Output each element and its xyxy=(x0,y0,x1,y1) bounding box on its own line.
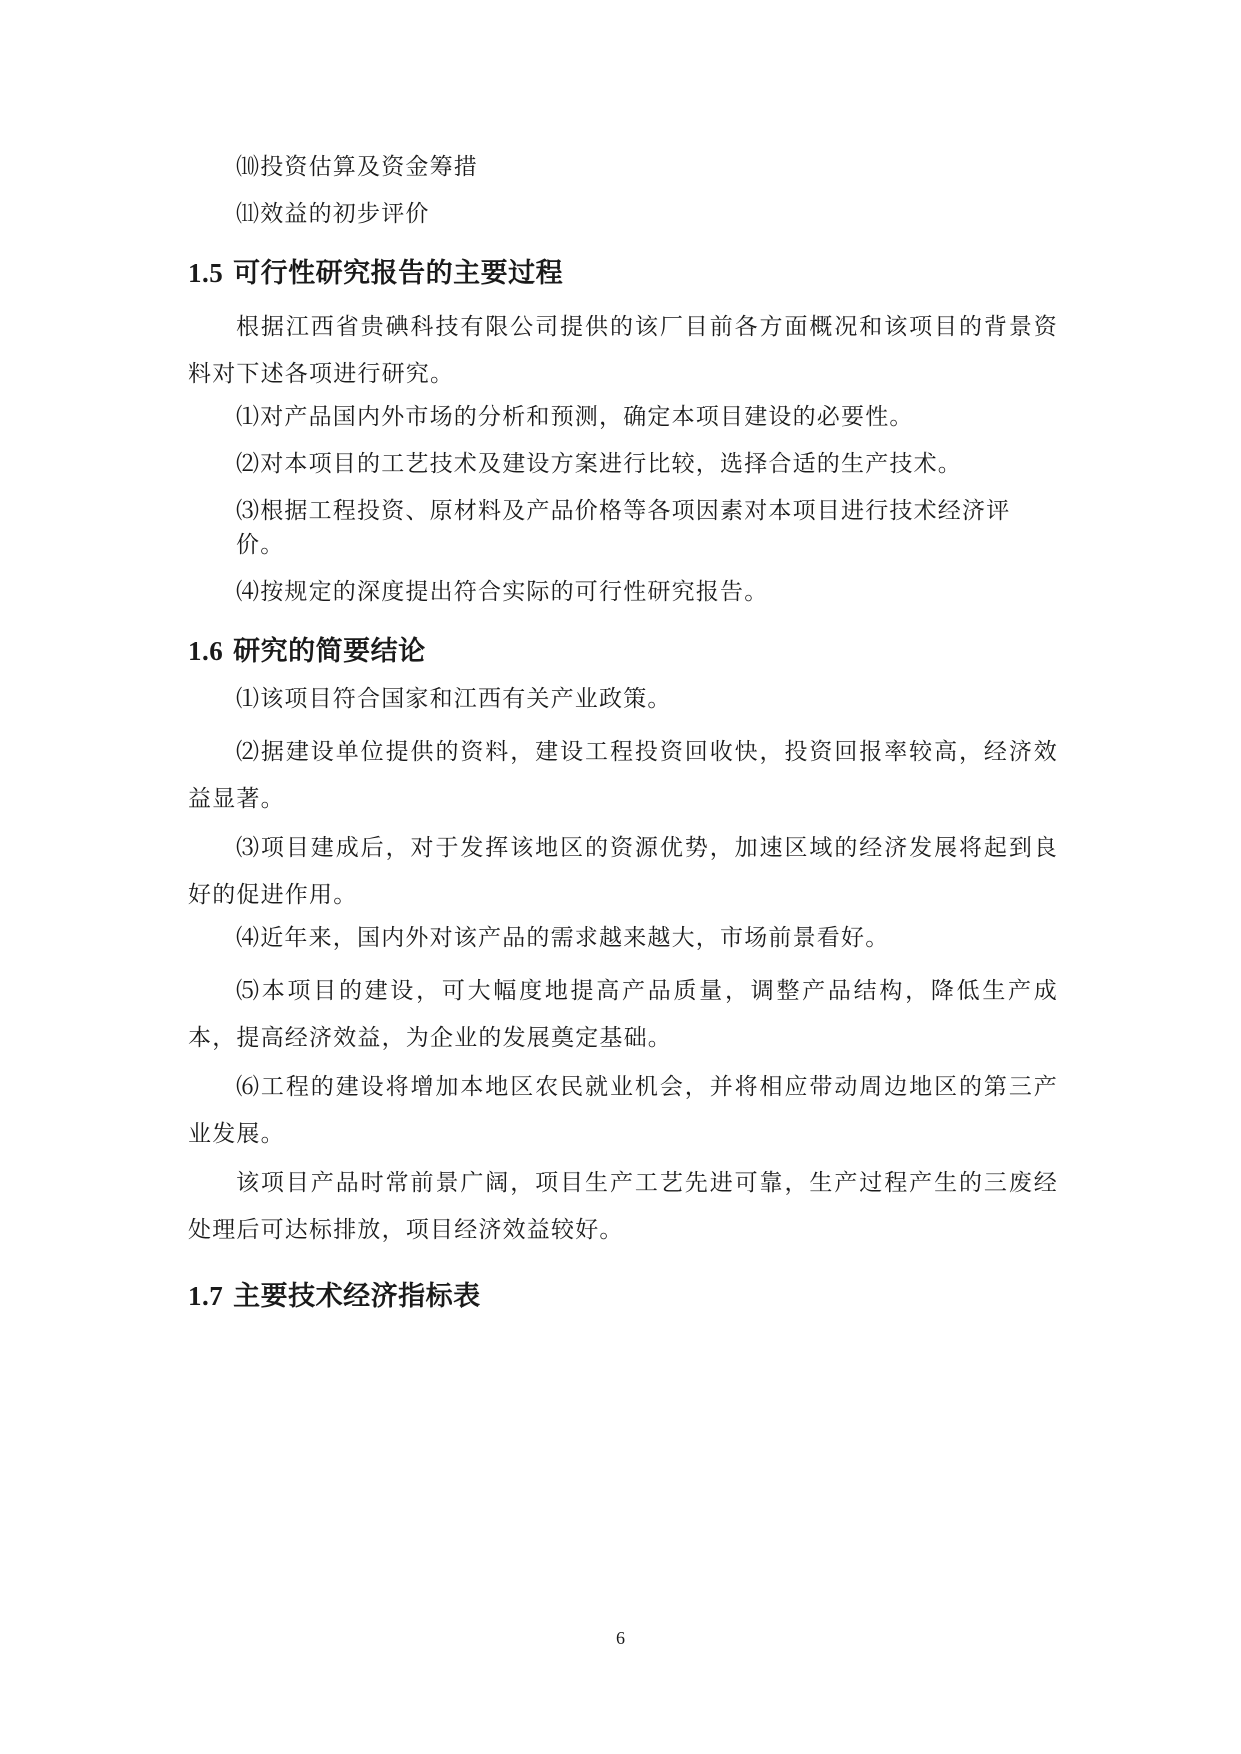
list-item: ⑶项目建成后，对于发挥该地区的资源优势，加速区域的经济发展将起到良好的促进作用。 xyxy=(188,835,1058,908)
section-title: 主要技术经济指标表 xyxy=(233,1281,481,1312)
list-item: ⑷近年来，国内外对该产品的需求越来越大，市场前景看好。 xyxy=(236,925,890,951)
section-heading-1-5 xyxy=(188,253,1058,294)
paragraph: 该项目产品时常前景广阔，项目生产工艺先进可靠，生产过程产生的三废经处理后可达标排放，项目经济效益较好。 xyxy=(188,1170,1058,1243)
section-heading-1-7 xyxy=(188,1276,1058,1317)
list-item: ⑸本项目的建设，可大幅度地提高产品质量，调整产品结构，降低生产成本，提高经济效益，为企业的发展奠定基础。 xyxy=(188,978,1058,1051)
list-item: ⑾效益的初步评价 xyxy=(236,201,430,227)
section-number: 1.6 xyxy=(188,636,224,666)
section-number: 1.7 xyxy=(188,1281,224,1311)
list-item: ⑹工程的建设将增加本地区农民就业机会，并将相应带动周边地区的第三产业发展。 xyxy=(188,1074,1058,1147)
list-item: ⑶根据工程投资、原材料及产品价格等各项因素对本项目进行技术经济评价。 xyxy=(236,498,1011,558)
list-item: ⑴该项目符合国家和江西有关产业政策。 xyxy=(236,686,672,712)
list-item: ⑵据建设单位提供的资料，建设工程投资回收快，投资回报率较高，经济效益显著。 xyxy=(188,739,1058,812)
document-page xyxy=(188,150,1058,1327)
section-title: 可行性研究报告的主要过程 xyxy=(233,258,564,289)
section-heading-1-6 xyxy=(188,631,1058,672)
list-item: ⑽投资估算及资金筹措 xyxy=(236,154,478,180)
list-item: ⑷按规定的深度提出符合实际的可行性研究报告。 xyxy=(236,579,769,605)
section-title: 研究的简要结论 xyxy=(233,636,426,667)
section-number: 1.5 xyxy=(188,258,224,288)
list-item: ⑵对本项目的工艺技术及建设方案进行比较，选择合适的生产技术。 xyxy=(236,451,962,477)
list-item: ⑴对产品国内外市场的分析和预测，确定本项目建设的必要性。 xyxy=(236,404,914,430)
page-number: 6 xyxy=(616,1628,625,1648)
paragraph: 根据江西省贵碘科技有限公司提供的该厂目前各方面概况和该项目的背景资料对下述各项进行研究。 xyxy=(188,314,1058,387)
